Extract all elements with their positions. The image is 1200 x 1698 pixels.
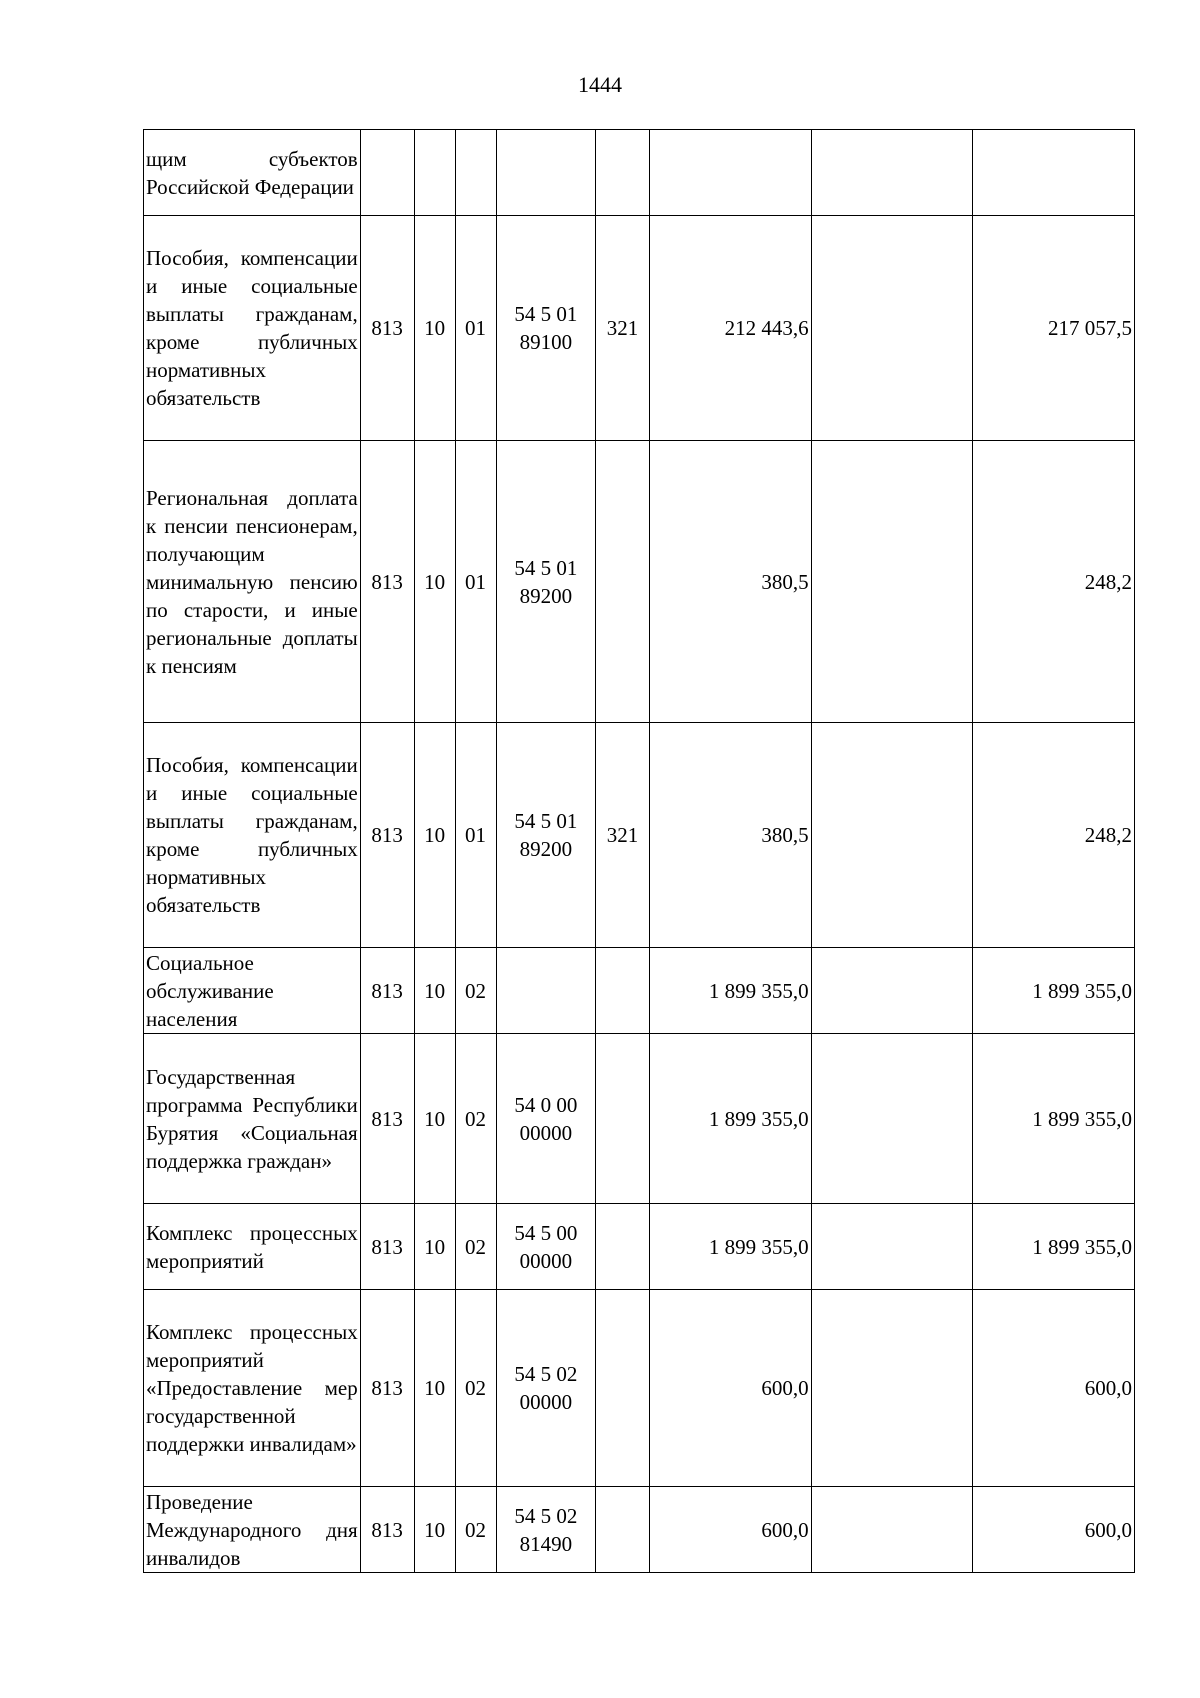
subsection-code-cell: 02	[455, 1034, 496, 1204]
target-article-cell: 54 5 02 81490	[496, 1487, 596, 1573]
target-article-cell	[496, 948, 596, 1034]
section-code-cell: 10	[414, 441, 455, 723]
table-row	[144, 441, 1135, 723]
target-article-cell: 54 5 02 00000	[496, 1290, 596, 1487]
amount-2-cell	[811, 1290, 973, 1487]
amount-2-cell	[811, 1204, 973, 1290]
row-name-cell: Социальное обслуживание населения	[144, 948, 361, 1034]
row-name-cell: Проведение Международного дня инвалидов	[144, 1487, 361, 1573]
section-code-cell: 10	[414, 723, 455, 948]
expense-type-cell	[596, 441, 650, 723]
section-code-cell	[414, 130, 455, 216]
row-name-cell: Комплекс процессных мероприятий «Предоставление мер государственной поддержки инвалидам»	[144, 1290, 361, 1487]
amount-3-cell: 600,0	[973, 1487, 1135, 1573]
amount-2-cell	[811, 130, 973, 216]
ved-code-cell: 813	[360, 948, 414, 1034]
target-article-cell	[496, 130, 596, 216]
target-article-cell: 54 5 01 89200	[496, 723, 596, 948]
row-name-cell: Пособия, компенсации и иные социальные выплаты гражданам, кроме публичных нормативных обязательств	[144, 216, 361, 441]
amount-3-cell: 600,0	[973, 1290, 1135, 1487]
ved-code-cell: 813	[360, 1487, 414, 1573]
table-row	[144, 948, 1135, 1034]
amount-2-cell	[811, 216, 973, 441]
subsection-code-cell: 01	[455, 216, 496, 441]
ved-code-cell: 813	[360, 216, 414, 441]
amount-3-cell: 1 899 355,0	[973, 1034, 1135, 1204]
table-row	[144, 1034, 1135, 1204]
amount-1-cell: 380,5	[649, 441, 811, 723]
amount-1-cell: 1 899 355,0	[649, 948, 811, 1034]
row-name-cell: Пособия, компенсации и иные социальные выплаты гражданам, кроме публичных нормативных обязательств	[144, 723, 361, 948]
ved-code-cell: 813	[360, 1290, 414, 1487]
amount-2-cell	[811, 1487, 973, 1573]
table-row	[144, 130, 1135, 216]
table-row	[144, 1204, 1135, 1290]
section-code-cell: 10	[414, 1204, 455, 1290]
page-number: 1444	[578, 72, 622, 97]
section-code-cell: 10	[414, 1034, 455, 1204]
amount-1-cell: 1 899 355,0	[649, 1204, 811, 1290]
expense-type-cell	[596, 948, 650, 1034]
amount-3-cell: 248,2	[973, 723, 1135, 948]
section-code-cell: 10	[414, 1290, 455, 1487]
amount-1-cell: 212 443,6	[649, 216, 811, 441]
amount-2-cell	[811, 723, 973, 948]
amount-1-cell	[649, 130, 811, 216]
target-article-cell: 54 5 01 89100	[496, 216, 596, 441]
subsection-code-cell: 02	[455, 948, 496, 1034]
amount-2-cell	[811, 948, 973, 1034]
section-code-cell: 10	[414, 216, 455, 441]
table-row	[144, 723, 1135, 948]
ved-code-cell: 813	[360, 441, 414, 723]
subsection-code-cell: 02	[455, 1290, 496, 1487]
ved-code-cell	[360, 130, 414, 216]
ved-code-cell: 813	[360, 1034, 414, 1204]
amount-2-cell	[811, 1034, 973, 1204]
amount-3-cell: 217 057,5	[973, 216, 1135, 441]
section-code-cell: 10	[414, 1487, 455, 1573]
row-name-cell: Региональная доплата к пенсии пенсионерам, получающим минимальную пенсию по старости, и иные региональные доплаты к пенсиям	[144, 441, 361, 723]
expense-type-cell	[596, 1204, 650, 1290]
subsection-code-cell: 01	[455, 441, 496, 723]
amount-2-cell	[811, 441, 973, 723]
ved-code-cell: 813	[360, 1204, 414, 1290]
expense-type-cell: 321	[596, 723, 650, 948]
amount-1-cell: 1 899 355,0	[649, 1034, 811, 1204]
expense-type-cell	[596, 1290, 650, 1487]
subsection-code-cell: 02	[455, 1204, 496, 1290]
row-name-cell: Комплекс процессных мероприятий	[144, 1204, 361, 1290]
target-article-cell: 54 5 00 00000	[496, 1204, 596, 1290]
table-row	[144, 216, 1135, 441]
subsection-code-cell: 01	[455, 723, 496, 948]
target-article-cell: 54 0 00 00000	[496, 1034, 596, 1204]
table-row	[144, 1290, 1135, 1487]
expense-type-cell	[596, 130, 650, 216]
amount-1-cell: 600,0	[649, 1290, 811, 1487]
budget-table	[143, 129, 1135, 1573]
target-article-cell: 54 5 01 89200	[496, 441, 596, 723]
row-name-cell: Государственная программа Республики Бурятия «Социальная поддержка граждан»	[144, 1034, 361, 1204]
expense-type-cell: 321	[596, 216, 650, 441]
amount-3-cell: 248,2	[973, 441, 1135, 723]
expense-type-cell	[596, 1487, 650, 1573]
row-name-cell: щим субъектов Российской Федерации	[144, 130, 361, 216]
subsection-code-cell	[455, 130, 496, 216]
amount-3-cell: 1 899 355,0	[973, 948, 1135, 1034]
expense-type-cell	[596, 1034, 650, 1204]
ved-code-cell: 813	[360, 723, 414, 948]
section-code-cell: 10	[414, 948, 455, 1034]
table-row	[144, 1487, 1135, 1573]
subsection-code-cell: 02	[455, 1487, 496, 1573]
amount-3-cell: 1 899 355,0	[973, 1204, 1135, 1290]
amount-1-cell: 600,0	[649, 1487, 811, 1573]
amount-3-cell	[973, 130, 1135, 216]
amount-1-cell: 380,5	[649, 723, 811, 948]
